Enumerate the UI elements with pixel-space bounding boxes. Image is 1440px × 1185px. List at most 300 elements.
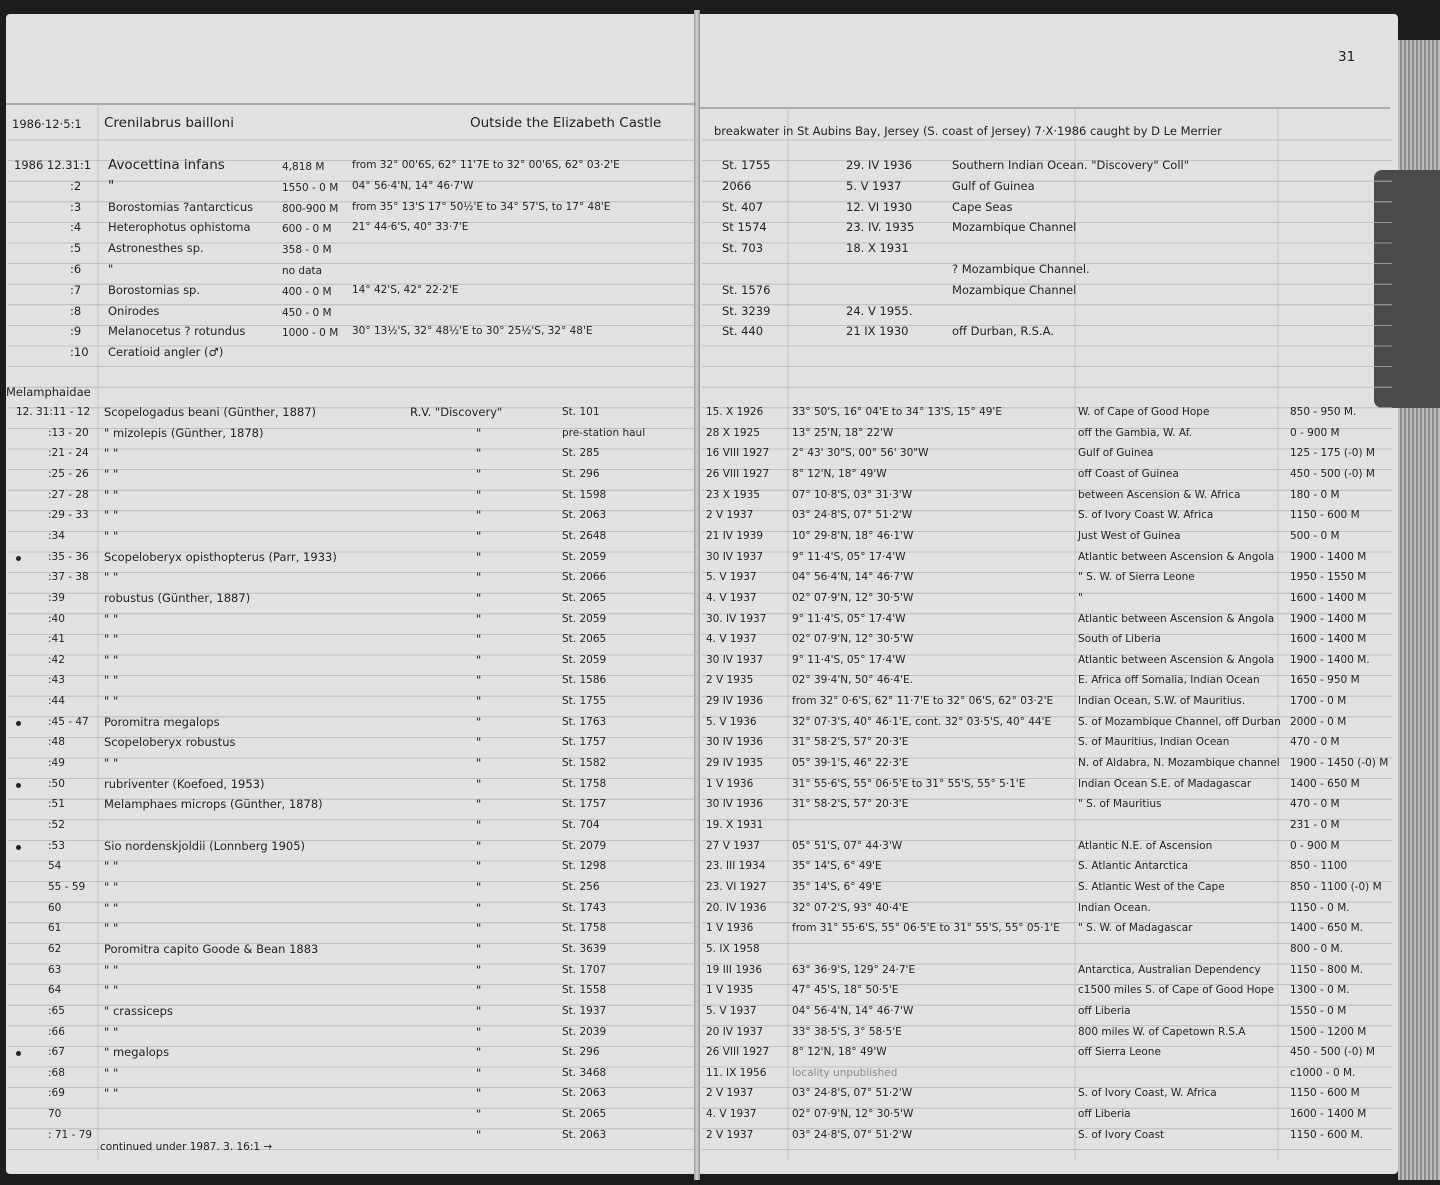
depth: c1000 - 0 M. — [1290, 1066, 1356, 1079]
reg-number: 12. 31:11 - 12 — [16, 406, 91, 418]
coordinates: 02° 07·9'N, 12° 30·5'W — [792, 591, 914, 604]
locality: Cape Seas — [952, 199, 1013, 214]
locality: off Sierra Leone — [1078, 1046, 1161, 1059]
coordinates: 30° 13½'S, 32° 48½'E to 30° 25½'S, 32° 48'E — [352, 325, 593, 338]
locality: between Ascension & W. Africa — [1078, 488, 1241, 501]
depth: 1000 - 0 M — [282, 327, 339, 340]
depth: 470 - 0 M — [1290, 798, 1340, 811]
station: St. 256 — [562, 880, 600, 893]
depth: 1950 - 1550 M — [1290, 571, 1367, 584]
depth: 500 - 0 M — [1290, 529, 1340, 542]
reg-number: :8 — [70, 303, 82, 318]
locality: Gulf of Guinea — [952, 178, 1035, 193]
reg-number: :52 — [48, 819, 65, 831]
locality: Mozambique Channel — [952, 220, 1077, 235]
date: 20. IV 1936 — [706, 901, 767, 914]
date: 24. V 1955. — [846, 303, 913, 318]
reg-number: 70 — [48, 1108, 62, 1121]
locality: Mozambique Channel — [952, 282, 1077, 297]
station: St. 1558 — [562, 984, 607, 997]
date: 30 IV 1936 — [706, 736, 764, 749]
species-name: " " — [104, 694, 119, 709]
vessel: " — [476, 756, 482, 771]
station: St. 3239 — [722, 303, 771, 318]
station: St. 2059 — [562, 612, 607, 625]
species-name: " " — [104, 528, 119, 543]
depth: 0 - 900 M — [1290, 426, 1340, 439]
page-number: 31 — [1338, 49, 1356, 65]
station: St. 2066 — [562, 571, 607, 584]
locality: N. of Aldabra, N. Mozambique channel — [1078, 757, 1280, 770]
coordinates: 05° 51'S, 07° 44·3'W — [792, 839, 903, 852]
depth: 850 - 1100 (-0) M — [1290, 880, 1382, 893]
vessel: " — [476, 528, 482, 543]
coordinates: 8° 12'N, 18° 49'W — [792, 467, 887, 480]
species-name: Avocettina infans — [108, 157, 225, 173]
locality: Indian Ocean, S.W. of Mauritius. — [1078, 695, 1246, 708]
marker-dot — [16, 721, 21, 726]
date: 29 IV 1936 — [706, 695, 764, 708]
station: St. 1937 — [562, 1004, 607, 1017]
vessel: " — [476, 611, 482, 626]
depth: 2000 - 0 M — [1290, 715, 1347, 728]
date: 29. IV 1936 — [846, 158, 913, 172]
species-name: " " — [104, 756, 119, 771]
coordinates: 02° 07·9'N, 12° 30·5'W — [792, 633, 914, 646]
coordinates: 03° 24·8'S, 07° 51·2'W — [792, 1087, 913, 1100]
reg-number: :69 — [48, 1087, 65, 1100]
reg-number: 55 - 59 — [48, 880, 86, 893]
station: St. 1763 — [562, 715, 607, 728]
top-entry-locality-left: Outside the Elizabeth Castle — [470, 115, 662, 131]
species-name: " " — [104, 921, 119, 936]
locality: Atlantic between Ascension & Angola — [1078, 653, 1275, 666]
vessel: " — [476, 549, 482, 564]
reg-number: :41 — [48, 633, 65, 646]
coordinates: 02° 07·9'N, 12° 30·5'W — [792, 1108, 914, 1121]
species-name: Scopeloberyx opisthopterus (Parr, 1933) — [104, 549, 337, 564]
locality: 800 miles W. of Capetown R.S.A — [1078, 1025, 1246, 1038]
locality: S. of Mauritius, Indian Ocean — [1078, 736, 1230, 749]
coordinates: from 32° 0·6'S, 62° 11·7'E to 32° 06'S, 62° 03·2'E — [792, 695, 1054, 708]
species-name: " crassiceps — [104, 1003, 173, 1018]
station: St. 1298 — [562, 860, 607, 873]
date: 4. V 1937 — [706, 1108, 757, 1121]
species-name: " " — [104, 673, 119, 688]
depth: 1400 - 650 M — [1290, 777, 1360, 790]
vessel: " — [476, 1086, 482, 1101]
depth: 1500 - 1200 M — [1290, 1025, 1367, 1038]
depth: 1150 - 0 M. — [1290, 901, 1350, 914]
reg-number: :29 - 33 — [48, 509, 89, 522]
vessel: " — [476, 1065, 482, 1080]
reg-number: : 71 - 79 — [48, 1128, 93, 1141]
coordinates: 32° 07·3'S, 40° 46·1'E, cont. 32° 03·5'S, 40° 44'E — [792, 715, 1052, 728]
station: St. 703 — [722, 241, 764, 256]
depth: 400 - 0 M — [282, 285, 332, 298]
coordinates: from 31° 55·6'S, 55° 06·5'E to 31° 55'S, 55° 05·1'E — [792, 922, 1060, 935]
vessel: " — [476, 446, 482, 461]
date: 5. IX 1958 — [706, 942, 760, 955]
reg-number: :6 — [70, 262, 82, 276]
reg-number: :53 — [48, 839, 65, 852]
vessel: " — [476, 900, 482, 915]
vessel: " — [476, 941, 482, 956]
locality: off Durban, R.S.A. — [952, 324, 1054, 339]
marker-dot — [16, 845, 21, 850]
reg-number: :48 — [48, 736, 65, 749]
date: 4. V 1937 — [706, 591, 757, 604]
coordinates: 03° 24·8'S, 07° 51·2'W — [792, 1128, 913, 1141]
species-name: " " — [104, 983, 119, 998]
vessel: " — [476, 466, 482, 481]
vessel: " — [476, 714, 482, 729]
reg-number: :9 — [70, 324, 82, 339]
species-name: " " — [104, 962, 119, 977]
reg-number: :45 - 47 — [48, 715, 89, 728]
vessel: " — [476, 632, 482, 647]
coordinates: 35° 14'S, 6° 49'E — [792, 880, 882, 893]
vessel: " — [476, 673, 482, 688]
reg-number: :2 — [70, 178, 82, 193]
station: St. 296 — [562, 1046, 600, 1059]
date: 23. III 1934 — [706, 860, 766, 873]
locality: S. of Ivory Coast, W. Africa — [1078, 1087, 1217, 1100]
locality: E. Africa off Somalia, Indian Ocean — [1078, 674, 1260, 687]
depth: 231 - 0 M — [1290, 819, 1340, 831]
station: St. 3639 — [562, 942, 607, 955]
date: 1 V 1936 — [706, 922, 754, 935]
depth: 1300 - 0 M. — [1290, 984, 1350, 997]
vessel: " — [476, 1024, 482, 1039]
coordinates: locality unpublished — [792, 1066, 898, 1079]
coordinates: 2° 43' 30"S, 00° 56' 30"W — [792, 447, 929, 460]
reg-number: :43 — [48, 674, 65, 687]
top-entry-reg: 1986·12·5:1 — [12, 117, 82, 131]
coordinates: 14° 42'S, 42° 22·2'E — [352, 283, 459, 296]
date: 20 IV 1937 — [706, 1025, 764, 1038]
date: 30. IV 1937 — [706, 612, 767, 625]
date: 2 V 1937 — [706, 509, 754, 522]
depth: 1600 - 1400 M — [1290, 633, 1367, 646]
reg-number: :13 - 20 — [48, 426, 89, 439]
reg-number: :49 — [48, 757, 65, 770]
date: 21 IX 1930 — [846, 324, 909, 339]
locality: Gulf of Guinea — [1078, 447, 1154, 460]
index-tab — [1374, 170, 1440, 408]
reg-number: 61 — [48, 922, 62, 935]
vessel: " — [476, 1045, 482, 1060]
species-name: Sio nordenskjoldii (Lonnberg 1905) — [104, 838, 306, 853]
species-name: " " — [104, 879, 119, 894]
depth: 600 - 0 M — [282, 223, 332, 236]
date: 11. IX 1956 — [706, 1066, 767, 1079]
station: St. 2065 — [562, 1108, 607, 1121]
date: 5. V 1937 — [706, 571, 757, 584]
coordinates: 33° 50'S, 16° 04'E to 34° 13'S, 15° 49'E — [792, 406, 1002, 418]
reg-number: :25 - 26 — [48, 467, 89, 480]
vessel: " — [476, 425, 482, 440]
locality: Indian Ocean. — [1078, 901, 1151, 914]
depth: 4,818 M — [282, 161, 325, 173]
depth: 1150 - 800 M. — [1290, 963, 1363, 976]
depth: no data — [282, 265, 323, 277]
depth: 1400 - 650 M. — [1290, 922, 1363, 935]
coordinates: 9° 11·4'S, 05° 17·4'W — [792, 653, 906, 666]
species-name: Scopelogadus beani (Günther, 1887) — [104, 405, 317, 419]
station: St. 1757 — [562, 798, 607, 811]
coordinates: 31° 58·2'S, 57° 20·3'E — [792, 736, 909, 749]
coordinates: 04° 56·4'N, 14° 46·7'W — [792, 571, 914, 584]
footer-note: continued under 1987. 3. 16:1 → — [100, 1141, 273, 1153]
reg-number: :68 — [48, 1066, 65, 1079]
vessel: " — [476, 1127, 482, 1142]
depth: 1550 - 0 M — [1290, 1004, 1347, 1017]
vessel: " — [476, 570, 482, 585]
vessel: " — [476, 694, 482, 709]
date: 19. X 1931 — [706, 819, 764, 831]
locality: " S. W. of Sierra Leone — [1078, 571, 1195, 584]
species-name: Heterophotus ophistoma — [108, 220, 251, 235]
depth: 850 - 950 M. — [1290, 406, 1357, 418]
locality: W. of Cape of Good Hope — [1078, 406, 1210, 418]
species-name: " " — [104, 859, 119, 874]
locality: South of Liberia — [1078, 633, 1161, 646]
species-name: " megalops — [104, 1045, 170, 1060]
locality: ? Mozambique Channel. — [952, 262, 1090, 276]
date: 15. X 1926 — [706, 406, 764, 418]
coordinates: 05° 39·1'S, 46° 22·3'E — [792, 757, 909, 770]
vessel: " — [476, 879, 482, 894]
date: 5. V 1937 — [846, 178, 902, 193]
date: 1 V 1935 — [706, 984, 754, 997]
species-name: " " — [104, 1086, 119, 1101]
coordinates: 31° 58·2'S, 57° 20·3'E — [792, 798, 909, 811]
station: St. 101 — [562, 406, 600, 418]
locality: S. of Ivory Coast W. Africa — [1078, 509, 1214, 522]
station: St. 2059 — [562, 550, 607, 563]
reg-number: :37 - 38 — [48, 571, 89, 584]
station: St. 1582 — [562, 757, 607, 770]
vessel: " — [476, 1107, 482, 1122]
date: 28 X 1925 — [706, 426, 760, 439]
depth: 1550 - 0 M — [282, 181, 339, 194]
species-name: " " — [104, 570, 119, 585]
depth: 1900 - 1400 M. — [1290, 653, 1370, 666]
depth: 1900 - 1450 (-0) M — [1290, 757, 1389, 770]
species-name: " " — [104, 1065, 119, 1080]
coordinates: 32° 07·2'S, 93° 40·4'E — [792, 901, 909, 914]
station: St. 296 — [562, 467, 600, 480]
station: St. 1758 — [562, 777, 607, 790]
station: St. 1757 — [562, 736, 607, 749]
depth: 850 - 1100 — [1290, 860, 1348, 873]
species-name: Borostomias sp. — [108, 282, 201, 297]
book-gutter — [694, 10, 700, 1180]
date: 2 V 1937 — [706, 1128, 754, 1141]
station: St 1574 — [722, 220, 767, 235]
locality: Southern Indian Ocean. "Discovery" Coll" — [952, 158, 1190, 172]
station: St. 2063 — [562, 509, 607, 522]
coordinates: 9° 11·4'S, 05° 17·4'W — [792, 612, 906, 625]
station: St. 1755 — [562, 695, 607, 708]
station: St. 2065 — [562, 633, 607, 646]
vessel: " — [476, 859, 482, 874]
station: St. 1743 — [562, 901, 607, 914]
depth: 470 - 0 M — [1290, 736, 1340, 749]
vessel: " — [476, 983, 482, 998]
locality: off Liberia — [1078, 1108, 1131, 1121]
coordinates: 13° 25'N, 18° 22'W — [792, 426, 894, 439]
locality: Indian Ocean S.E. of Madagascar — [1078, 777, 1252, 790]
species-name: " " — [104, 900, 119, 915]
species-name: " " — [104, 632, 119, 647]
coordinates: 21° 44·6'S, 40° 33·7'E — [352, 221, 469, 234]
locality: " — [1078, 591, 1083, 604]
top-entry-species: Crenilabrus bailloni — [104, 115, 234, 131]
species-name: Poromitra capito Goode & Bean 1883 — [104, 941, 319, 956]
reg-number: :7 — [70, 282, 82, 297]
top-entry-locality-right: breakwater in St Aubins Bay, Jersey (S. coast of Jersey) 7·X·1986 caught by D Le Merrier — [714, 124, 1222, 138]
species-name: Ceratioid angler (♂) — [108, 345, 224, 360]
reg-number: :44 — [48, 695, 65, 708]
date: 26 VIII 1927 — [706, 467, 770, 480]
station: St. 1755 — [722, 158, 771, 172]
station: St. 3468 — [562, 1066, 607, 1079]
reg-number: :35 - 36 — [48, 550, 89, 563]
date: 30 IV 1937 — [706, 653, 764, 666]
family-heading: Melamphaidae — [6, 385, 91, 399]
locality: S. of Ivory Coast — [1078, 1128, 1165, 1141]
vessel: R.V. "Discovery" — [410, 405, 503, 419]
date: 27 V 1937 — [706, 839, 760, 852]
species-name: " " — [104, 466, 119, 481]
coordinates: 10° 29·8'N, 18° 46·1'W — [792, 529, 914, 542]
depth: 180 - 0 M — [1290, 488, 1340, 501]
species-name: Borostomias ?antarcticus — [108, 199, 254, 214]
reg-number: :21 - 24 — [48, 447, 89, 460]
depth: 1700 - 0 M — [1290, 695, 1347, 708]
reg-number: :39 — [48, 591, 65, 604]
vessel: " — [476, 838, 482, 853]
coordinates: 07° 10·8'S, 03° 31·3'W — [792, 488, 913, 501]
date: 5. V 1937 — [706, 1004, 757, 1017]
depth: 358 - 0 M — [282, 244, 332, 257]
date: 4. V 1937 — [706, 633, 757, 646]
depth: 1600 - 1400 M — [1290, 1108, 1367, 1121]
reg-number: 63 — [48, 963, 62, 976]
locality: S. Atlantic Antarctica — [1078, 860, 1189, 873]
locality: Atlantic N.E. of Ascension — [1078, 839, 1213, 852]
coordinates: 04° 56·4'N, 14° 46·7'W — [352, 179, 474, 192]
date: 21 IV 1939 — [706, 529, 764, 542]
reg-number: 54 — [48, 860, 62, 873]
species-name: " mizolepis (Günther, 1878) — [104, 425, 264, 440]
locality: Atlantic between Ascension & Angola — [1078, 612, 1275, 625]
species-name: rubriventer (Koefoed, 1953) — [104, 776, 265, 791]
species-name: Onirodes — [108, 303, 160, 318]
date: 30 IV 1936 — [706, 798, 764, 811]
depth: 1600 - 1400 M — [1290, 591, 1367, 604]
locality: S. Atlantic West of the Cape — [1078, 880, 1225, 893]
date: 23. VI 1927 — [706, 880, 767, 893]
station: St. 2079 — [562, 839, 607, 852]
station: 2066 — [722, 178, 752, 193]
vessel: " — [476, 921, 482, 936]
species-name: Scopeloberyx robustus — [104, 735, 236, 750]
depth: 800-900 M — [282, 202, 339, 215]
reg-number: :50 — [48, 777, 65, 790]
locality: off Coast of Guinea — [1078, 467, 1179, 480]
station: pre-station haul — [562, 426, 646, 439]
coordinates: 47° 45'S, 18° 50·5'E — [792, 984, 899, 997]
species-name: " — [108, 262, 114, 276]
date: 19 III 1936 — [706, 963, 763, 976]
vessel: " — [476, 508, 482, 523]
locality: " S. W. of Madagascar — [1078, 922, 1193, 935]
station: St. 704 — [562, 819, 600, 831]
station: St. 1598 — [562, 488, 607, 501]
locality: Atlantic between Ascension & Angola — [1078, 550, 1275, 563]
species-name: robustus (Günther, 1887) — [104, 590, 251, 605]
locality: " S. of Mauritius — [1078, 798, 1162, 811]
depth: 125 - 175 (-0) M — [1290, 447, 1375, 460]
date: 12. VI 1930 — [846, 199, 913, 214]
marker-dot — [16, 783, 21, 788]
reg-number: :27 - 28 — [48, 488, 89, 501]
reg-number: :67 — [48, 1046, 65, 1059]
vessel: " — [476, 818, 482, 832]
locality: off Liberia — [1078, 1004, 1131, 1017]
reg-number: 1986 12.31:1 — [14, 158, 92, 172]
depth: 1650 - 950 M — [1290, 674, 1360, 687]
species-name: " " — [104, 508, 119, 523]
vessel: " — [476, 1003, 482, 1018]
date: 1 V 1936 — [706, 777, 754, 790]
date: 23. IV. 1935 — [846, 220, 915, 235]
station: St. 285 — [562, 447, 600, 460]
reg-number: 64 — [48, 984, 62, 997]
reg-number: :66 — [48, 1025, 65, 1038]
locality: Just West of Guinea — [1078, 529, 1181, 542]
locality: off the Gambia, W. Af. — [1078, 426, 1192, 439]
vessel: " — [476, 797, 482, 812]
coordinates: 04° 56·4'N, 14° 46·7'W — [792, 1004, 914, 1017]
species-name: " " — [104, 652, 119, 667]
vessel: " — [476, 962, 482, 977]
station: St. 407 — [722, 199, 764, 214]
depth: 450 - 500 (-0) M — [1290, 467, 1375, 480]
locality: c1500 miles S. of Cape of Good Hope — [1078, 984, 1275, 997]
marker-dot — [16, 556, 21, 561]
date: 5. V 1936 — [706, 715, 757, 728]
reg-number: :4 — [70, 220, 82, 235]
locality: Antarctica, Australian Dependency — [1078, 963, 1261, 976]
date: 18. X 1931 — [846, 241, 909, 256]
reg-number: :40 — [48, 612, 65, 625]
coordinates: 63° 36·9'S, 129° 24·7'E — [792, 963, 916, 976]
reg-number: :42 — [48, 653, 65, 666]
locality: S. of Mozambique Channel, off Durban — [1078, 715, 1281, 728]
reg-number: 62 — [48, 942, 62, 955]
station: St. 2063 — [562, 1128, 607, 1141]
station: St. 2063 — [562, 1087, 607, 1100]
species-name: " — [108, 177, 115, 194]
vessel: " — [476, 487, 482, 502]
vessel: " — [476, 735, 482, 750]
depth: 1150 - 600 M — [1290, 509, 1360, 522]
depth: 0 - 900 M — [1290, 839, 1340, 852]
